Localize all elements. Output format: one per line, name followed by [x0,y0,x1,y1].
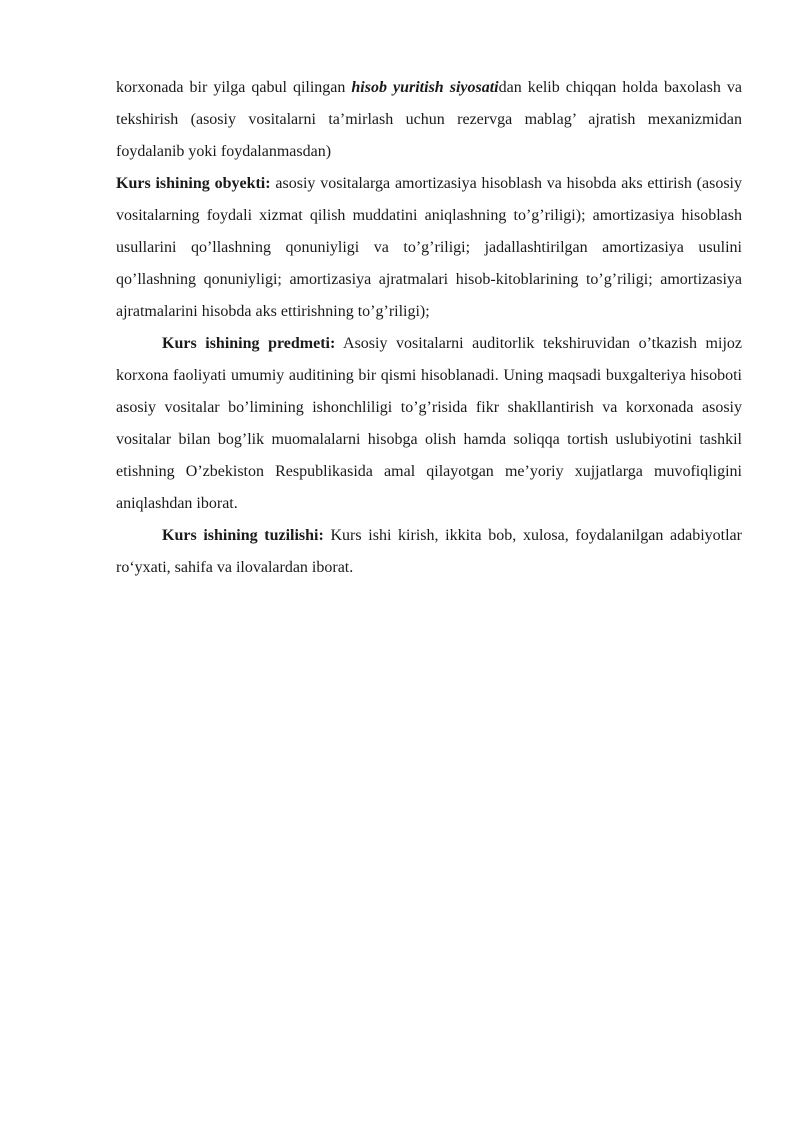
object-text: asosiy vositalarga amortizasiya hisoblash va hisobda aks ettirish (asosiy vositalarning foydali xizmat qilish muddatini aniqlashning to’g’riligi); amortizasiya hisoblash usullarini qo’llashning qonuniyligi va to’g’riligi; jadallashtirilgan amortizasiya usulini qo’llashning qonuniyligi; amortizasiya ajratmalari hisob-kitoblarining to’g’riligi; amortizasiya ajratmalarini hisobda aks ettirishning to’g’riligi); [116,175,743,320]
paragraph-structure [116,520,742,584]
paragraph-subject [116,328,742,520]
body-text [116,72,742,584]
paragraph-intro [116,72,742,168]
structure-label: Kurs ishining tuzilishi: [162,527,324,544]
object-label: Kurs ishining obyekti: [116,175,271,192]
paragraph-intro-post: dan kelib chiqqan holda baxolash va tekshirish (asosiy vositalarni ta’mirlash uchun rezervga mablag’ ajratish mexanizmidan foydalanib yoki foydalanmasdan) [116,79,742,160]
paragraph-intro-pre: korxonada bir yilga qabul qilingan [116,79,352,96]
subject-text: Asosiy vositalarni auditorlik tekshiruvidan o’tkazish mijoz korxona faoliyati umumiy auditining bir qismi hisoblanadi. Uning maqsadi buxgalteriya hisoboti asosiy vositalar bo’limining ishonchliligi to’g’risida fikr shakllantirish va korxonada asosiy vositalar bilan bog’lik muomalalarni hisobga olish hamda soliqqa tortish uslubiyotini tashkil etishning O’zbekiston Respublikasida amal qilayotgan me’yoriy xujjatlarga muvofiqligini aniqlashdan iborat. [116,335,742,512]
emphasis-accounting-policy: hisob yuritish siyosati [351,79,499,96]
subject-label: Kurs ishining predmeti: [162,335,336,352]
structure-text: Kurs ishi kirish, ikkita bob, xulosa, foydalanilgan adabiyotlar ro‘yxati, sahifa va ilovalardan iborat. [116,527,742,576]
paragraph-object [116,168,742,328]
